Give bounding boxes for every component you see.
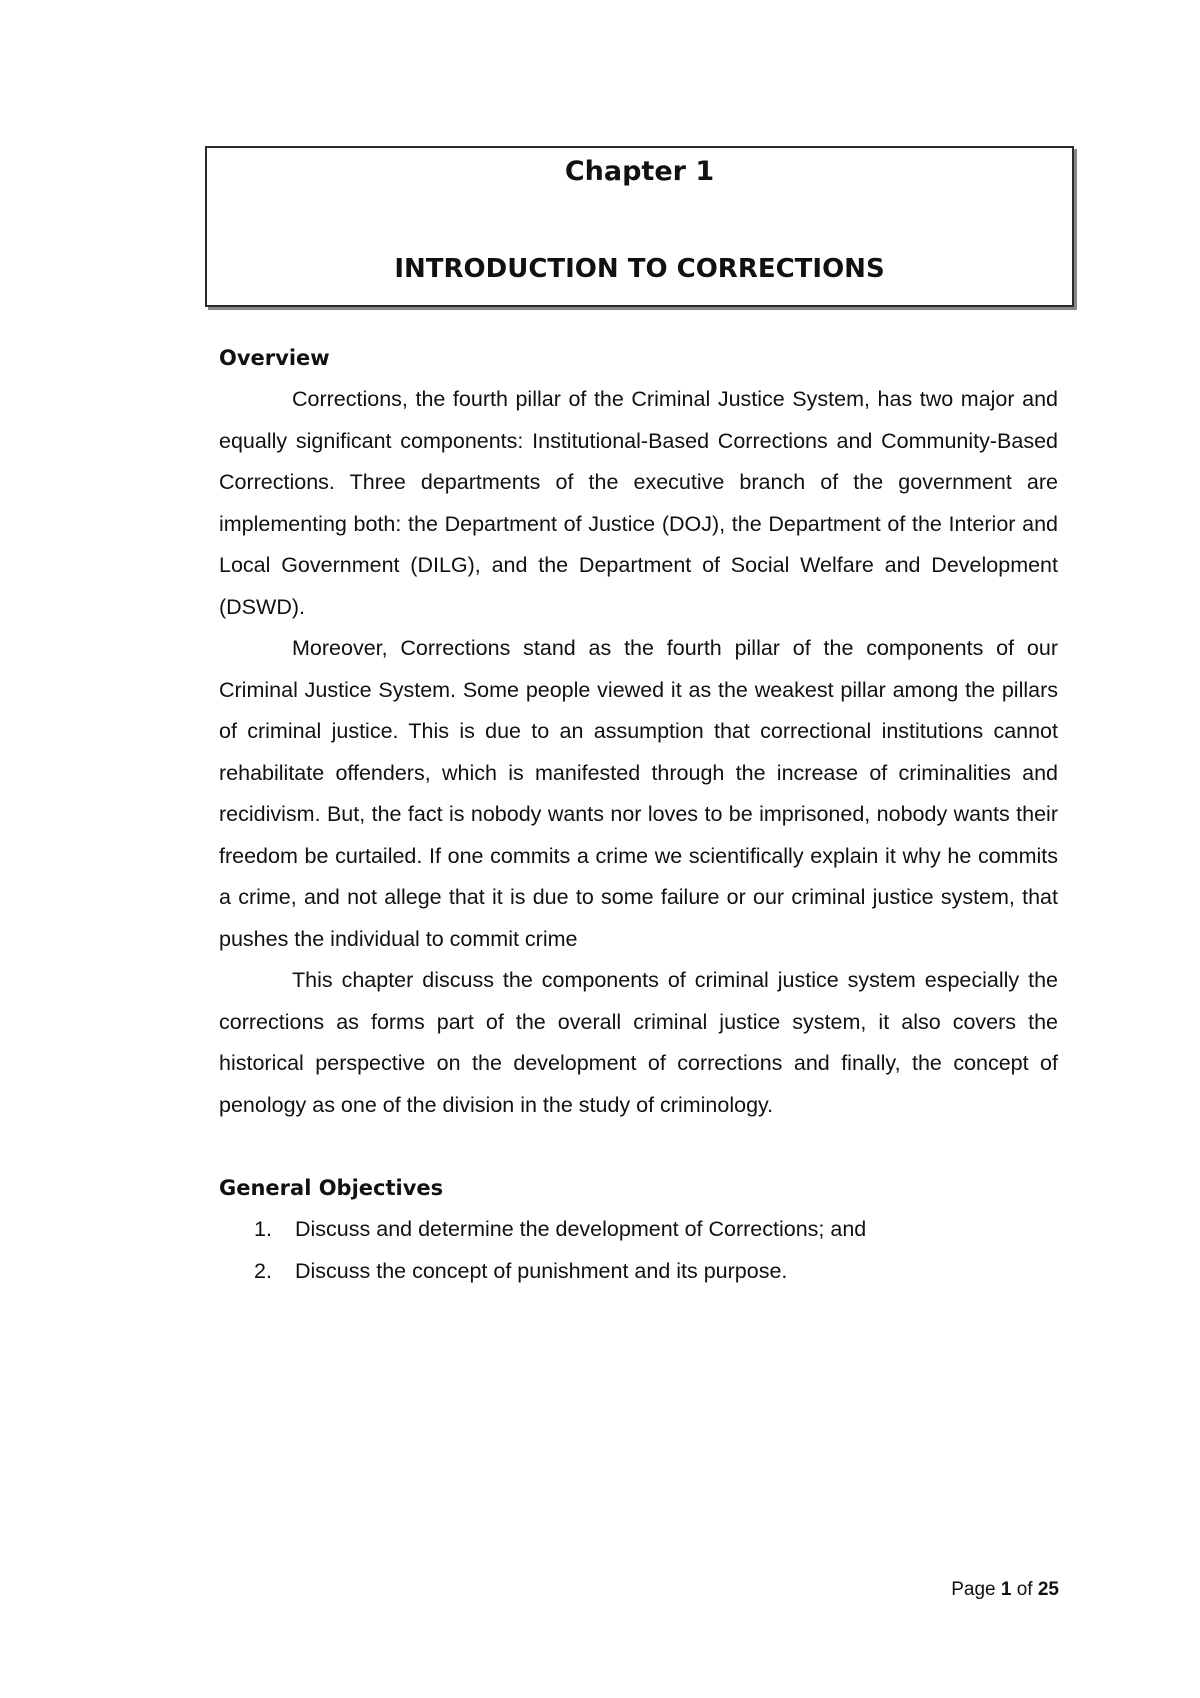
section-spacer: [219, 1126, 1058, 1167]
page-footer: [951, 1578, 1059, 1602]
objective-text: Discuss the concept of punishment and its purpose.: [295, 1258, 788, 1283]
chapter-title-box: [205, 146, 1074, 307]
overview-heading: Overview: [219, 346, 330, 370]
overview-paragraph-3: This chapter discuss the components of criminal justice system especially the corrections as forms part of the overall criminal justice system, it also covers the historical perspective on the development of corrections and finally, the concept of penology as one of the division in the study of criminology.: [219, 968, 1058, 1117]
of-word: of: [1016, 1579, 1033, 1600]
document-body: [219, 337, 1058, 1292]
total-pages-number: 25: [1037, 1579, 1059, 1600]
chapter-title: INTRODUCTION TO CORRECTIONS: [394, 254, 885, 284]
objectives-heading: General Objectives: [219, 1176, 444, 1200]
objective-item: [219, 1209, 1058, 1251]
objectives-list: [219, 1209, 1058, 1292]
overview-paragraph-1: Corrections, the fourth pillar of the Criminal Justice System, has two major and equally significant components: Institutional-Based Corrections and Community-Based Corrections. Three departments of the executive branch of the government are implementing both: the Department of Justice (DOJ), the Department of the Interior and Local Government (DILG), and the Department of Social Welfare and Development (DSWD).: [219, 387, 1058, 619]
objective-number: 2.: [254, 1258, 272, 1283]
objective-number: 1.: [254, 1217, 272, 1241]
objective-text: Discuss and determine the development of Corrections; and: [295, 1217, 867, 1241]
chapter-number: Chapter 1: [564, 156, 715, 187]
objective-item: [219, 1251, 1058, 1293]
current-page-number: 1: [1000, 1579, 1012, 1600]
page-word: Page: [951, 1579, 996, 1600]
overview-paragraph-2: Moreover, Corrections stand as the fourth pillar of the components of our Criminal Justice System. Some people viewed it as the weakest pillar among the pillars of criminal justice. This is due to an assumption that correctional institutions cannot rehabilitate offenders, which is manifested through the increase of criminalities and recidivism. But, the fact is nobody wants nor loves to be imprisoned, nobody wants their freedom be curtailed. If one commits a crime we scientifically explain it why he commits a crime, and not allege that it is due to some failure or our criminal justice system, that pushes the individual to commit crime: [219, 636, 1058, 951]
